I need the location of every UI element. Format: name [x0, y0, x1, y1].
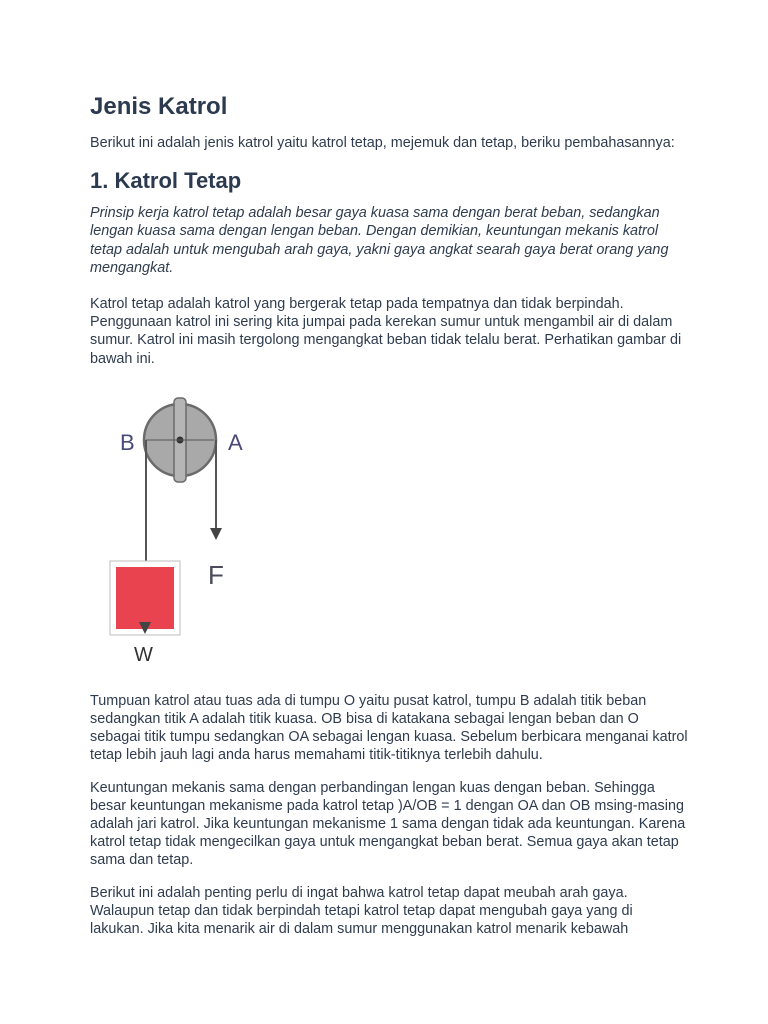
force-f-arrowhead [210, 528, 222, 540]
page-title: Jenis Katrol [90, 93, 228, 120]
paragraph-definition: Katrol tetap adalah katrol yang bergerak tetap pada tempatnya dan tidak berpindah. Penggunaan katrol ini sering kita jumpai pada kerekan sumur untuk mengambil air di dalam sumur. Katrol ini masih tergolong mengangkat beban tidak telalu berat. Perhatikan gambar di bawah ini. [90, 296, 682, 367]
principle-paragraph: Prinsip kerja katrol tetap adalah besar gaya kuasa sama dengan berat beban, sedangkan lengan kuasa sama dengan lengan beban. Dengan demikian, keuntungan mekanis katrol tetap adalah untuk mengubah arah gaya, yakni gaya angkat searah gaya berat orang yang mengangkat. [90, 205, 669, 276]
document-page [90, 90, 690, 952]
fixed-pulley-diagram [90, 388, 290, 678]
label-w: W [134, 643, 153, 666]
label-a: A [228, 429, 243, 455]
load-block [116, 567, 174, 629]
label-b: B [120, 429, 135, 455]
section-title-katrol-tetap: 1. Katrol Tetap [90, 168, 242, 194]
intro-paragraph: Berikut ini adalah jenis katrol yaitu katrol tetap, mejemuk dan tetap, beriku pembahasannya: [90, 135, 675, 151]
paragraph-mechanical-advantage: Keuntungan mekanis sama dengan perbandingan lengan kuas dengan beban. Sehingga besar keuntungan mekanisme pada katrol tetap )A/OB = 1 dengan OA dan OB msing-masing adalah jari katrol. Jika keuntungan mekanisme 1 sama dengan tidak ada keuntungan. Karena katrol tetap tidak mengecilkan gaya untuk mengangkat beban berat. Semua gaya akan tetap sama dan tetap. [90, 779, 686, 869]
paragraph-direction-change: Berikut ini adalah penting perlu di ingat bahwa katrol tetap dapat meubah arah gaya. Walaupun tetap dan tidak berpindah tetapi katrol tetap dapat mengubah gaya yang di lakukan. Jika kita menarik air di dalam sumur menggunakan katrol menarik kebawah [90, 884, 633, 938]
paragraph-fulcrum: Tumpuan katrol atau tuas ada di tumpu O yaitu pusat katrol, tumpu B adalah titik beban sedangkan titik A adalah titik kuasa. OB bisa di katakana sebagai lengan beban dan O sebagai titik tumpu sedangkan OA sebagai lengan kuasa. Sebelum berbicara menganai katrol tetap lebih jauh lagi anda harus memahami titik-titiknya terlebih dahulu. [90, 692, 688, 764]
label-f: F [208, 559, 224, 590]
